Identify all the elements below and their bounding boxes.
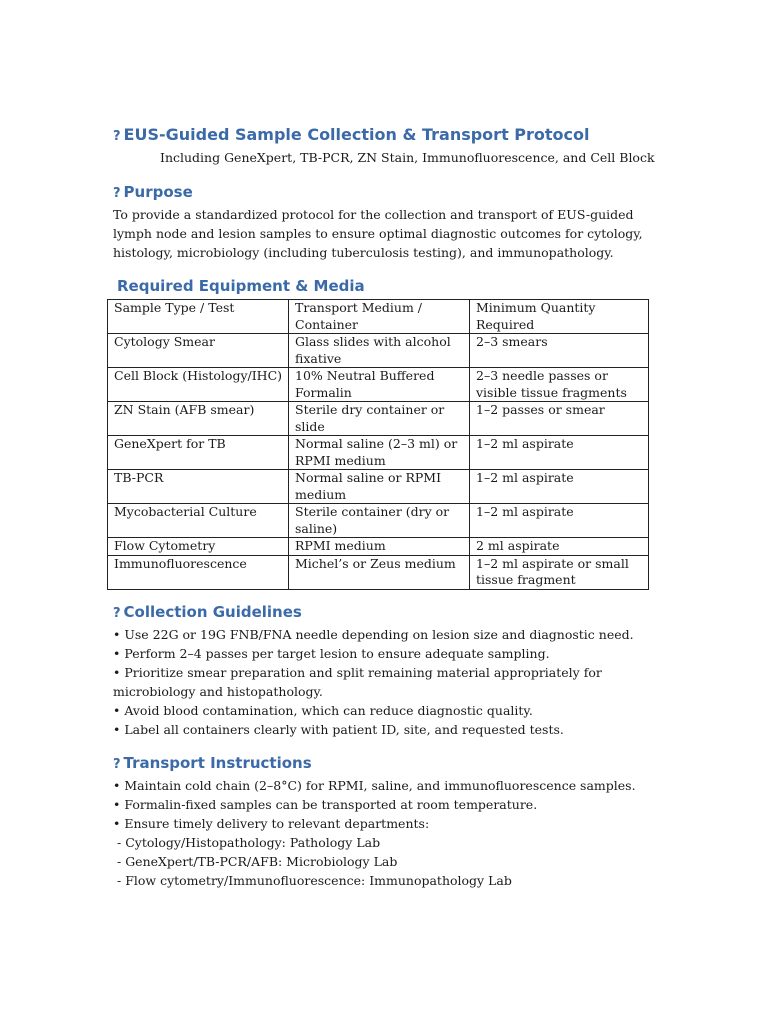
table-cell: TB-PCR	[108, 470, 289, 504]
table-cell: 1–2 ml aspirate	[470, 470, 649, 504]
collection-heading	[113, 602, 302, 624]
purpose-heading	[113, 182, 193, 204]
document-subtitle: Including GeneXpert, TB-PCR, ZN Stain, Immunofluorescence, and Cell Block	[160, 150, 655, 165]
table-cell: 1–2 ml aspirate	[470, 504, 649, 538]
list-item: • Perform 2–4 passes per target lesion to ensure adequate sampling.	[113, 646, 550, 661]
table-row	[108, 504, 649, 538]
purpose-heading-text: Purpose	[123, 183, 193, 201]
list-item: • Formalin-fixed samples can be transported at room temperature.	[113, 797, 538, 812]
department-item: - GeneXpert/TB-PCR/AFB: Microbiology Lab	[117, 854, 398, 869]
transport-heading	[113, 753, 312, 775]
table-cell: Cell Block (Histology/IHC)	[108, 368, 289, 402]
missing-glyph-icon: ?	[113, 186, 121, 201]
department-list	[113, 833, 653, 890]
table-header-cell: Minimum Quantity Required	[470, 300, 649, 334]
transport-list	[113, 776, 653, 890]
missing-glyph-icon: ?	[113, 606, 121, 621]
table-cell: 1–2 ml aspirate or small tissue fragment	[470, 555, 649, 589]
transport-heading-text: Transport Instructions	[123, 754, 312, 772]
table-cell: 2 ml aspirate	[470, 538, 649, 556]
table-row	[108, 402, 649, 436]
list-item: • Prioritize smear preparation and split remaining material appropriately for microbiology and histopathology.	[113, 665, 602, 699]
table-cell: Normal saline or RPMI medium	[289, 470, 470, 504]
missing-glyph-icon: ?	[113, 757, 121, 772]
table-cell: Sterile container (dry or saline)	[289, 504, 470, 538]
table-cell: Flow Cytometry	[108, 538, 289, 556]
table-header-cell: Transport Medium / Container	[289, 300, 470, 334]
table-cell: 10% Neutral Buffered Formalin	[289, 368, 470, 402]
department-item: - Cytology/Histopathology: Pathology Lab	[117, 835, 381, 850]
department-list-wrapper	[113, 833, 653, 890]
table-cell: Normal saline (2–3 ml) or RPMI medium	[289, 436, 470, 470]
table-cell: Immunofluorescence	[108, 555, 289, 589]
equipment-table	[107, 299, 649, 590]
table-row	[108, 555, 649, 589]
list-item: • Use 22G or 19G FNB/FNA needle depending on lesion size and diagnostic need.	[113, 627, 634, 642]
table-cell: RPMI medium	[289, 538, 470, 556]
list-item: • Maintain cold chain (2–8°C) for RPMI, saline, and immunofluorescence samples.	[113, 778, 636, 793]
table-cell: GeneXpert for TB	[108, 436, 289, 470]
table-cell: 1–2 passes or smear	[470, 402, 649, 436]
table-row	[108, 368, 649, 402]
table-header-row	[108, 300, 649, 334]
document-title-text: EUS-Guided Sample Collection & Transport Protocol	[123, 125, 590, 144]
table-cell: Cytology Smear	[108, 334, 289, 368]
table-cell: ZN Stain (AFB smear)	[108, 402, 289, 436]
table-row	[108, 436, 649, 470]
table-row	[108, 470, 649, 504]
table-cell: 1–2 ml aspirate	[470, 436, 649, 470]
table-row	[108, 334, 649, 368]
table-cell: 2–3 needle passes or visible tissue fragments	[470, 368, 649, 402]
table-cell: Sterile dry container or slide	[289, 402, 470, 436]
table-cell: Michel’s or Zeus medium	[289, 555, 470, 589]
table-header-cell: Sample Type / Test	[108, 300, 289, 334]
list-item: • Avoid blood contamination, which can reduce diagnostic quality.	[113, 703, 533, 718]
missing-glyph-icon: ?	[113, 129, 121, 144]
department-item: - Flow cytometry/Immunofluorescence: Immunopathology Lab	[117, 873, 512, 888]
collection-heading-text: Collection Guidelines	[123, 603, 302, 621]
table-row	[108, 538, 649, 556]
purpose-paragraph: To provide a standardized protocol for the collection and transport of EUS-guided lymph node and lesion samples to ensure optimal diagnostic outcomes for cytology, histology, microbiology (including tuberculosis testing), and immunopathology.	[113, 207, 643, 260]
collection-list	[113, 625, 653, 739]
list-item: • Ensure timely delivery to relevant departments:	[113, 816, 430, 831]
table-cell: Mycobacterial Culture	[108, 504, 289, 538]
list-item: • Label all containers clearly with patient ID, site, and requested tests.	[113, 722, 564, 737]
table-cell: Glass slides with alcohol fixative	[289, 334, 470, 368]
document-title	[113, 125, 590, 147]
table-cell: 2–3 smears	[470, 334, 649, 368]
equipment-heading: Required Equipment & Media	[117, 277, 365, 295]
